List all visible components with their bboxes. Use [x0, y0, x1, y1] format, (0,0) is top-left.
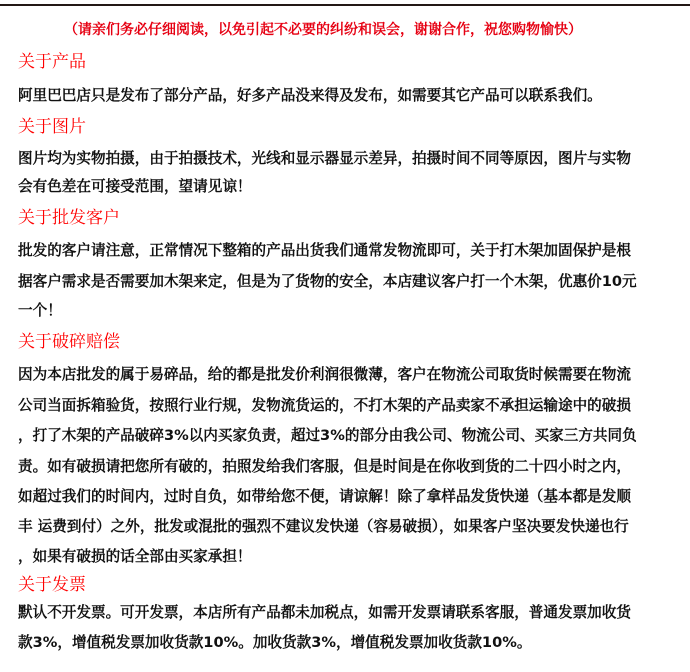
- body-line: 阿里巴巴店只是发布了部分产品，好多产品没来得及发布，如需要其它产品可以联系我们。: [18, 87, 602, 104]
- body-line: 会有色差在可接受范围，望请见谅！: [18, 178, 252, 195]
- notice-text: （请亲们务必仔细阅读，以免引起不必要的纠纷和误会，谢谢合作，祝您购物愉快）: [64, 22, 582, 38]
- body-line: 一个！: [18, 302, 62, 319]
- body-line: 因为本店批发的属于易碎品，给的都是批发价利润很微薄，客户在物流公司取货时候需要在物流: [18, 366, 631, 383]
- body-line: 责。如有破损请把您所有破的，拍照发给我们客服，但是时间是在你收到货的二十四小时之内，: [18, 458, 631, 475]
- body-line: 批发的客户请注意，正常情况下整箱的产品出货我们通常发物流即可，关于打木架加固保护是根: [18, 242, 631, 259]
- body-line: ，如果有破损的话全部由买家承担！: [18, 548, 252, 565]
- heading-images: 关于图片: [18, 117, 86, 137]
- body-line: 默认不开发票。可开发票，本店所有产品都未加税点，如需开发票请联系客服，普通发票加收货: [18, 604, 631, 621]
- body-line: 如超过我们的时间内，过时自负，如带给您不便，请谅解！除了拿样品发货快递（基本都是发顺: [18, 488, 631, 505]
- body-line: 丰 运费到付）之外，批发或混批的强烈不建议发快递（容易破损），如果客户坚决要发快递也行: [18, 518, 629, 535]
- body-line: 款3%，增值税发票加收货款10%。加收货款3%，增值税发票加收货款10%。: [18, 634, 532, 651]
- heading-product: 关于产品: [18, 52, 86, 72]
- body-line: 公司当面拆箱验货，按照行业行规，发物流货运的，不打木架的产品卖家不承担运输途中的破损: [18, 397, 631, 414]
- body-line: 图片均为实物拍摄，由于拍摄技术，光线和显示器显示差异，拍摄时间不同等原因，图片与实物: [18, 150, 631, 167]
- body-line: 据客户需求是否需要加木架来定，但是为了货物的安全，本店建议客户打一个木架，优惠价10元: [18, 273, 637, 290]
- heading-breakage: 关于破碎赔偿: [18, 332, 120, 352]
- body-line: ，打了木架的产品破碎3%以内买家负责，超过3%的部分由我公司、物流公司、买家三方共同负: [18, 427, 637, 444]
- top-border: [0, 4, 690, 6]
- heading-wholesale: 关于批发客户: [18, 208, 120, 228]
- heading-invoice: 关于发票: [18, 575, 86, 595]
